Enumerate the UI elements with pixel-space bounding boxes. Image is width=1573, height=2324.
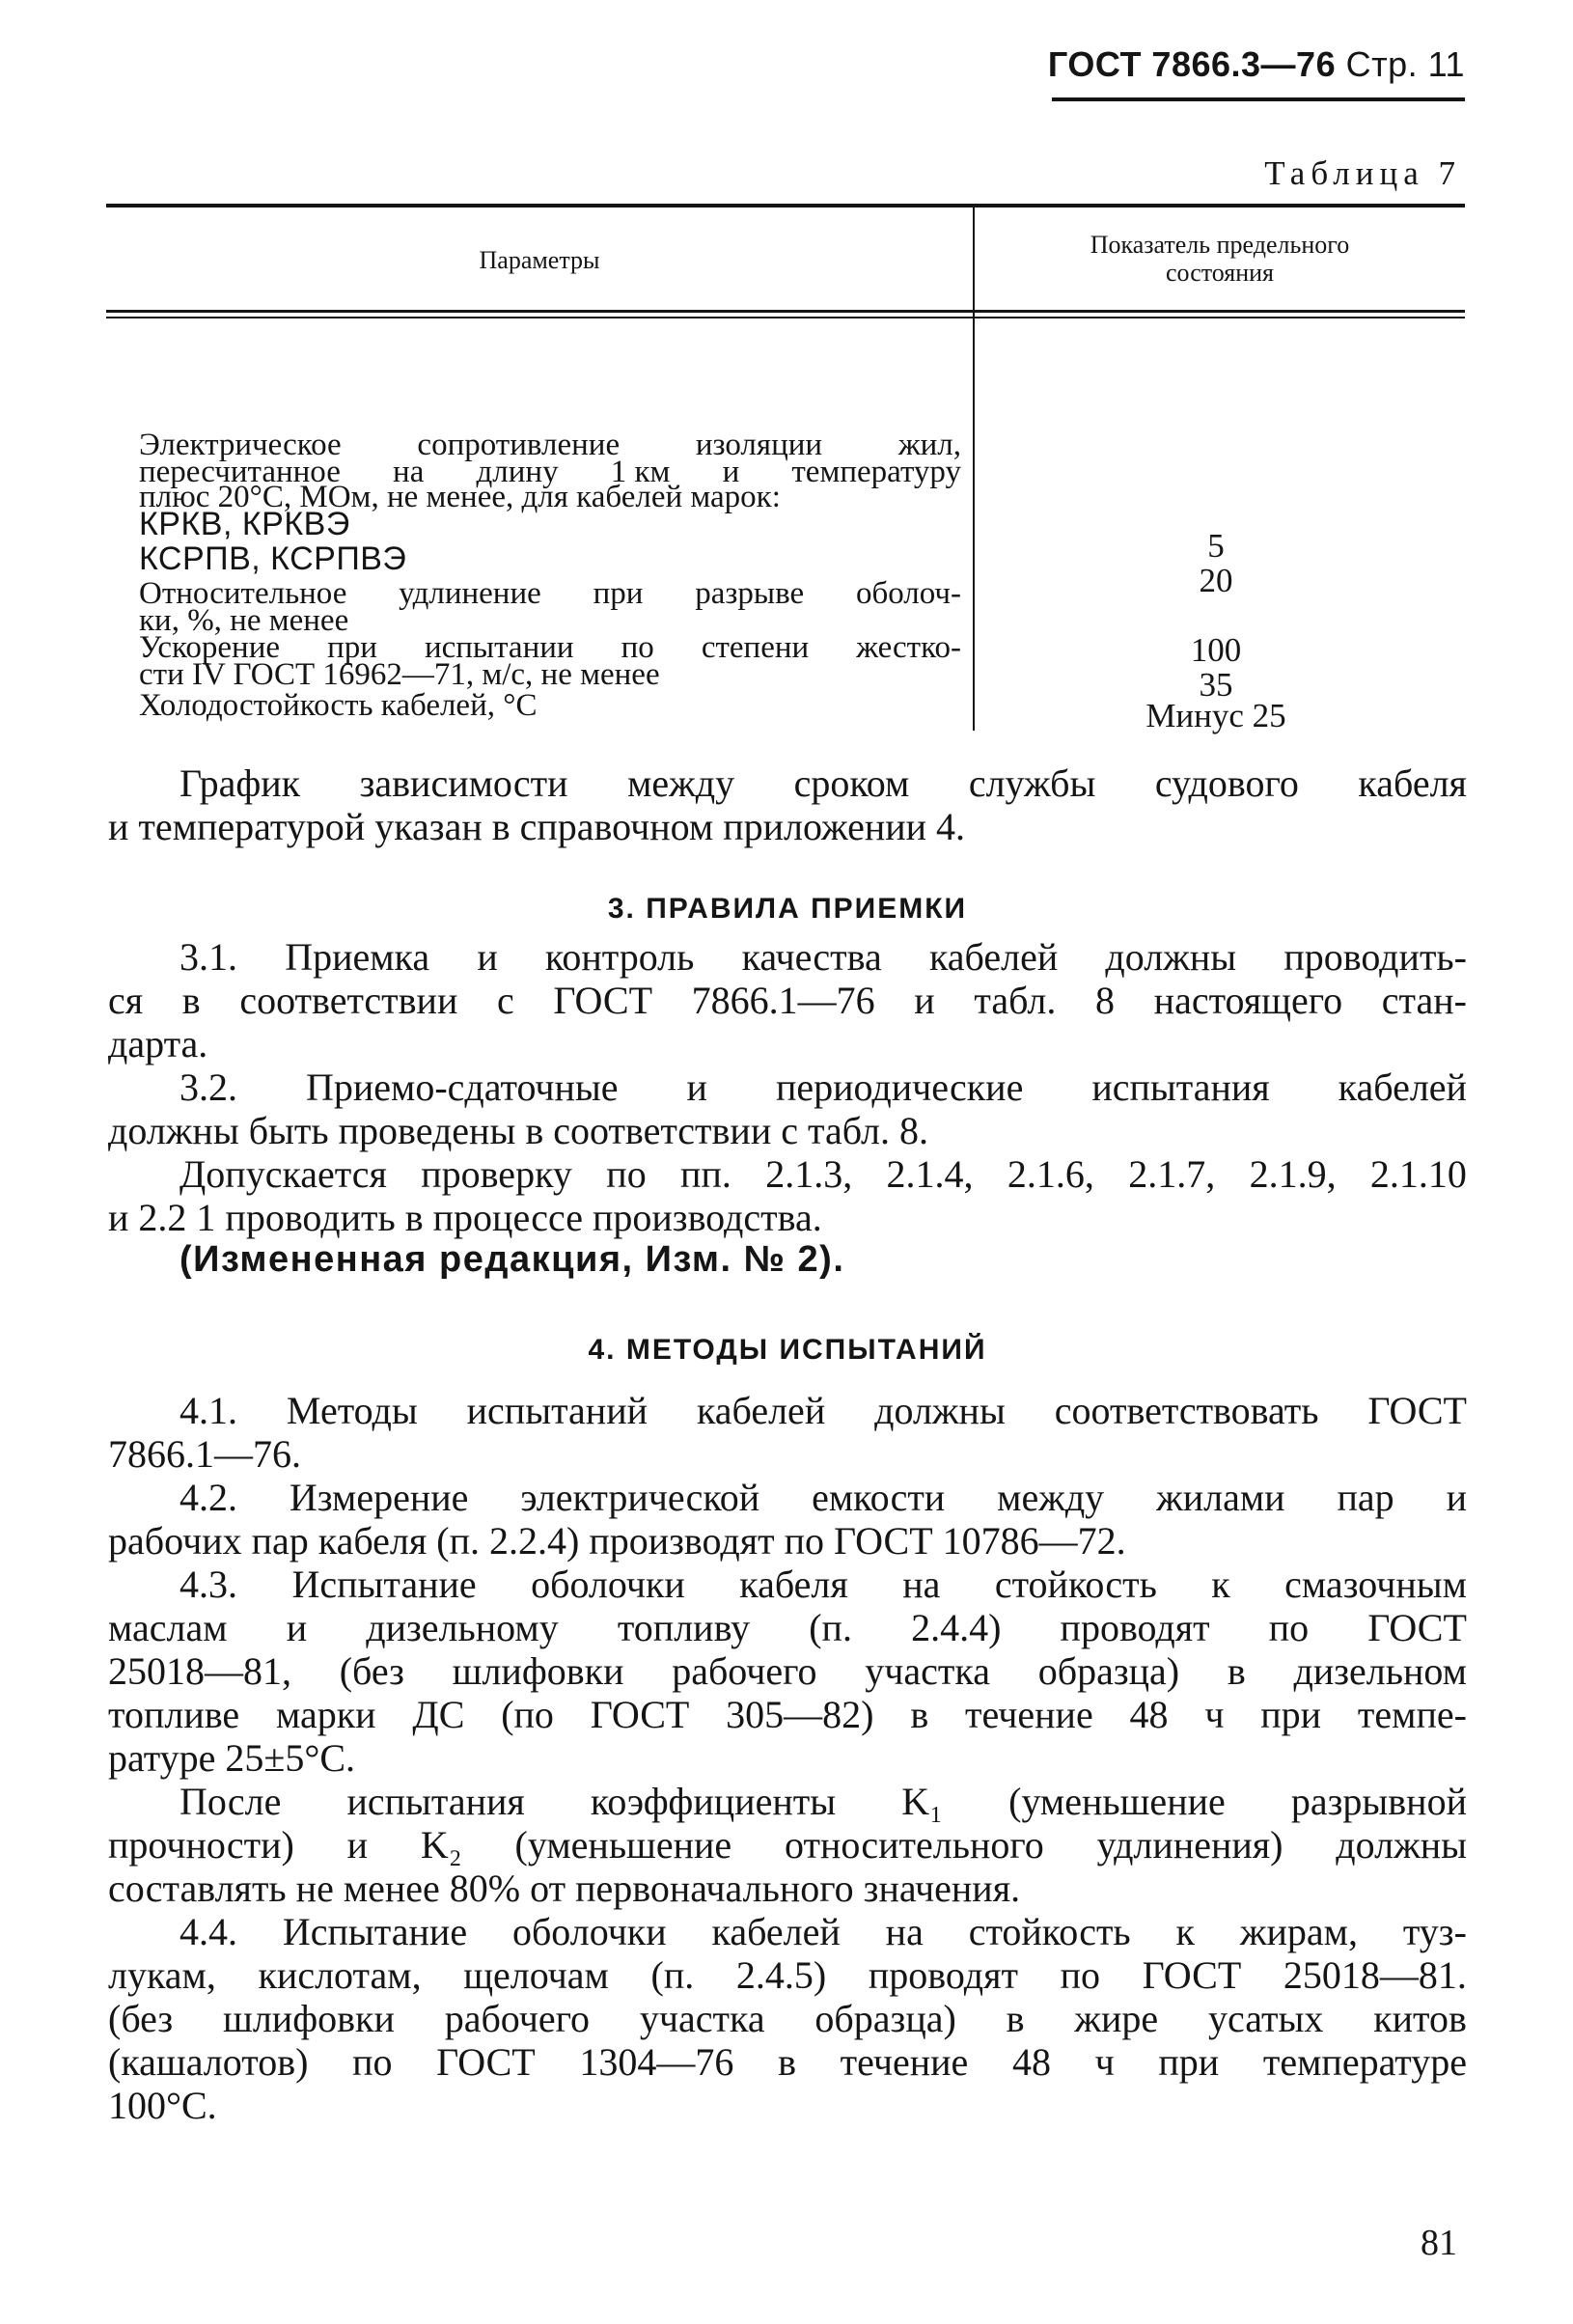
word: кабелей (928, 935, 1059, 979)
word: марки (275, 1693, 376, 1736)
word: оболоч- (855, 576, 961, 611)
word: Электрическое (139, 428, 342, 462)
word: в (1227, 1649, 1246, 1693)
word: кабеля (739, 1563, 848, 1606)
word: оболочки (511, 1910, 667, 1953)
word: изоляции (695, 428, 823, 462)
word: ратуре 25±5°С. (108, 1736, 356, 1780)
paragraph-line (108, 1737, 1467, 1780)
table-label: Таблица 7 (1264, 154, 1461, 192)
word: K₁ (901, 1780, 944, 1823)
word: жирам, (1239, 1910, 1358, 1953)
table-header-rule (106, 310, 1465, 313)
word: Испытание (282, 1910, 468, 1953)
word: испытаний (466, 1389, 649, 1432)
word: испытания (1091, 1065, 1270, 1109)
table-value: 35 (1199, 666, 1233, 704)
word: 2.4.4) (911, 1606, 1002, 1649)
word: (без (339, 1649, 404, 1693)
paragraph-line (179, 936, 1467, 979)
word: удлинения) (1096, 1823, 1283, 1867)
paragraph-line (179, 1911, 1467, 1953)
word: жестко- (856, 630, 961, 665)
word: темпе- (1357, 1693, 1467, 1736)
graph-note-line (108, 806, 1467, 848)
word: ГОСТ (590, 1693, 690, 1736)
word: лукам, (108, 1953, 216, 1997)
paragraph-line (108, 1998, 1467, 2040)
table-header-rule-double (106, 317, 1465, 318)
word: при (1158, 2040, 1220, 2084)
word: образца) (1037, 1649, 1180, 1693)
word: Относительное (139, 576, 347, 611)
word: Приемка (285, 935, 430, 979)
word: в (778, 2040, 796, 2084)
paragraph-line (108, 1954, 1467, 1997)
word: 3.2. (179, 1065, 237, 1109)
word: 2.1.10 (1369, 1152, 1467, 1196)
word: 2.1.7, (1128, 1152, 1216, 1196)
word: жире (1074, 1997, 1159, 2040)
word: дизельном (1293, 1649, 1467, 1693)
word: на (885, 1910, 924, 1953)
header-rule (1052, 97, 1465, 101)
word: сопротивление (417, 428, 621, 462)
paragraph-line (108, 1650, 1467, 1693)
paragraph-line (108, 1197, 1467, 1239)
paragraph-line (108, 1023, 1467, 1065)
word: ГОСТ (1142, 1953, 1242, 1997)
word: испытании (424, 630, 574, 665)
paragraph-line (108, 1607, 1467, 1649)
word: 2.4.5) (735, 1953, 827, 1997)
word: качества (741, 935, 882, 979)
word: 7866.1—76. (108, 1432, 301, 1476)
word: коэффициенты (590, 1780, 837, 1823)
section-3-title: 3. ПРАВИЛА ПРИЕМКИ (607, 893, 968, 925)
word: рабочего (444, 1997, 591, 2040)
word: с (496, 979, 514, 1022)
word: и (1446, 1476, 1467, 1519)
word: 7866.1—76 (691, 979, 875, 1022)
word: кислотам, (258, 1953, 422, 1997)
word: 2.1.6, (1007, 1152, 1094, 1196)
word: образца) (814, 1997, 956, 2040)
word: 48 (1129, 1693, 1169, 1736)
word: табл. (974, 979, 1057, 1022)
word: в (910, 1693, 929, 1736)
word: 2.1.9, (1249, 1152, 1337, 1196)
word: Холодостойкость кабелей, °С (139, 688, 538, 723)
word: сроком (793, 761, 910, 805)
word: 100°С. (108, 2084, 217, 2127)
word: (уменьшение (514, 1823, 732, 1867)
word: плюс 20°С, МОм, не менее, для кабелей марок: (139, 480, 781, 514)
word: температуру (791, 455, 961, 489)
word: Измерение (289, 1476, 469, 1519)
word: сти IV ГОСТ 16962—71, м/с, не менее (139, 657, 660, 692)
word: 2.1.3, (765, 1152, 853, 1196)
word: в (1006, 1997, 1025, 2040)
paragraph-line (179, 1066, 1467, 1109)
column-header-limit-state (975, 231, 1465, 287)
word: китов (1373, 1997, 1467, 2040)
word: контроль (544, 935, 695, 979)
table-top-rule (106, 204, 1465, 208)
word: ГОСТ (1367, 1389, 1467, 1432)
paragraph-line (108, 2085, 1467, 2127)
word: в (181, 979, 201, 1022)
table-value: Минус 25 (1145, 697, 1286, 734)
word: длину (476, 455, 559, 489)
word: жилами (1156, 1476, 1285, 1519)
word: разрывной (1290, 1780, 1467, 1823)
word: туз- (1402, 1910, 1467, 1953)
word: жил, (897, 428, 961, 462)
word: на (393, 455, 425, 489)
page-number: 81 (1421, 2223, 1457, 2263)
word: топливе (108, 1693, 240, 1736)
word: ч (1204, 1693, 1225, 1736)
word: 25018—81. (1283, 1953, 1467, 1997)
word: температуре (1262, 2040, 1467, 2084)
word: (без (108, 1997, 174, 2040)
word: должны (874, 1389, 1006, 1432)
word: участка (639, 1997, 765, 2040)
word: 3.1. (179, 935, 237, 979)
paragraph-line (108, 1520, 1467, 1563)
table-7 (106, 204, 1465, 734)
paragraph-line (108, 2041, 1467, 2084)
word: при (1260, 1693, 1322, 1736)
word: кабелей (1338, 1065, 1467, 1109)
word: и (722, 455, 740, 489)
paragraph-line (108, 1824, 1467, 1867)
word: (уменьшение (1008, 1780, 1226, 1823)
table-value: 5 (1207, 527, 1225, 565)
column-header-limit-state-line-1: Показатель предельного (1090, 231, 1350, 259)
word: судового (1154, 761, 1299, 805)
word: дизельному (366, 1606, 559, 1649)
word: ГОСТ (1367, 1606, 1467, 1649)
word: маслам (108, 1606, 228, 1649)
header-doc-ref: ГОСТ 7866.3—76 (1047, 44, 1337, 84)
word: между (627, 761, 735, 805)
paragraph-line (179, 1153, 1467, 1196)
parameter-line (139, 507, 961, 541)
amendment-note: (Измененная редакция, Изм. № 2). (179, 1239, 845, 1280)
word: (по (501, 1693, 554, 1736)
word: проводить- (1283, 935, 1467, 979)
word: должны (1336, 1823, 1467, 1867)
word: смазочным (1284, 1563, 1467, 1606)
paragraph-line (179, 1781, 1467, 1823)
column-header-limit-state-line-2: состояния (1166, 259, 1274, 287)
word: пересчитанное (139, 455, 341, 489)
word: (п. (809, 1606, 852, 1649)
paragraph-line (179, 1563, 1467, 1606)
word: ГОСТ (436, 2040, 536, 2084)
word: КРКВ, КРКВЭ (139, 506, 350, 542)
word: и (477, 935, 498, 979)
word: оболочки (531, 1563, 685, 1606)
word: относительного (785, 1823, 1044, 1867)
word: щелочам (463, 1953, 609, 1997)
word: стойкость (994, 1563, 1157, 1606)
word: 1 км (610, 455, 671, 489)
word: и температурой указан в справочном приложении 4. (108, 805, 966, 848)
word: настоящего (1153, 979, 1343, 1022)
word: при (593, 576, 644, 611)
paragraph-line (179, 1390, 1467, 1432)
word: зависимости (359, 761, 568, 805)
word: Ускорение (139, 630, 281, 665)
word: ДС (412, 1693, 465, 1736)
word: стойкость (968, 1910, 1131, 1953)
word: рабочего (672, 1649, 817, 1693)
word: должны быть проведены в соответствии с табл. 8. (108, 1109, 929, 1152)
word: усатых (1208, 1997, 1324, 2040)
word: пар (1337, 1476, 1394, 1519)
word: испытания (346, 1780, 525, 1823)
word: 8 (1095, 979, 1116, 1022)
section-4-title: 4. МЕТОДЫ ИСПЫТАНИЙ (588, 1334, 987, 1366)
table-value: 20 (1199, 562, 1233, 599)
word: проверку (421, 1152, 572, 1196)
word: дарта. (108, 1022, 208, 1065)
paragraph-line (108, 1433, 1467, 1476)
word: K₂ (420, 1823, 462, 1867)
word: участка (865, 1649, 990, 1693)
word: электрической (520, 1476, 760, 1519)
word: пп. (680, 1152, 731, 1196)
word: (п. (650, 1953, 695, 1997)
word: 2.1.4, (886, 1152, 974, 1196)
word: проводят (868, 1953, 1018, 1997)
word: Испытание (291, 1563, 477, 1606)
paragraph-line (108, 980, 1467, 1022)
word: 4.4. (179, 1910, 237, 1953)
word: должны (1105, 935, 1237, 979)
word: 305—82) (726, 1693, 874, 1736)
word: Методы (286, 1389, 418, 1432)
word: шлифовки (452, 1649, 624, 1693)
word: и (914, 979, 935, 1022)
word: прочности) (108, 1823, 294, 1867)
word: КСРПВ, КСРПВЭ (139, 540, 407, 577)
word: ч (1094, 2040, 1115, 2084)
paragraph-line (179, 1477, 1467, 1519)
word: После (179, 1780, 282, 1823)
word: по (606, 1152, 647, 1196)
word: при (327, 630, 377, 665)
word: и 2.2 1 проводить в процессе производства. (108, 1196, 822, 1239)
word: степени (701, 630, 810, 665)
word: ГОСТ (553, 979, 653, 1022)
word: (кашалотов) (108, 2040, 309, 2084)
word: течение (840, 2040, 969, 2084)
word: топливу (617, 1606, 751, 1649)
word: к (1175, 1910, 1195, 1953)
word: периодические (775, 1065, 1024, 1109)
word: к (1211, 1563, 1230, 1606)
word: между (997, 1476, 1105, 1519)
word: стан- (1381, 979, 1467, 1022)
word: шлифовки (223, 1997, 395, 2040)
graph-note-line (179, 762, 1467, 805)
word: службы (968, 761, 1096, 805)
word: кабелей (711, 1910, 841, 1953)
word: 48 (1011, 2040, 1051, 2084)
word: кабелей (696, 1389, 826, 1432)
word: по (1060, 1953, 1101, 1997)
word: и (346, 1823, 369, 1867)
word: Допускается (179, 1152, 387, 1196)
word: 4.3. (179, 1563, 237, 1606)
word: кабеля (1358, 761, 1467, 805)
word: 1304—76 (579, 2040, 734, 2084)
word: и (286, 1606, 308, 1649)
word: соответствии (239, 979, 458, 1022)
word: 4.1. (179, 1389, 237, 1432)
word: емкости (812, 1476, 946, 1519)
word: составлять не менее 80% от первоначального значения. (108, 1867, 1021, 1910)
parameter-line (139, 688, 961, 723)
word: на (902, 1563, 941, 1606)
word: 4.2. (179, 1476, 237, 1519)
word: разрыве (695, 576, 805, 611)
table-value: 100 (1190, 631, 1242, 669)
word: рабочих пар кабеля (п. 2.2.4) производят по ГОСТ 10786—72. (108, 1519, 1126, 1563)
word: График (179, 761, 301, 805)
word: и (686, 1065, 707, 1109)
word: по (352, 2040, 393, 2084)
paragraph-line (108, 1868, 1467, 1910)
paragraph-line (108, 1694, 1467, 1736)
word: Приемо-сдаточные (305, 1065, 619, 1109)
parameter-line (139, 541, 961, 576)
word: ки, %, не менее (139, 603, 349, 638)
word: по (621, 630, 654, 665)
paragraph-line (108, 1110, 1467, 1152)
word: 25018—81, (108, 1649, 291, 1693)
word: ся (108, 979, 144, 1022)
word: соответствовать (1054, 1389, 1319, 1432)
word: по (1268, 1606, 1310, 1649)
column-header-parameters: Параметры (479, 246, 600, 274)
header-page-ref: Стр. 11 (1345, 44, 1465, 84)
word: удлинение (399, 576, 541, 611)
word: течение (965, 1693, 1093, 1736)
parameter-line (139, 657, 961, 692)
word: проводят (1060, 1606, 1210, 1649)
running-header (1048, 44, 1465, 85)
